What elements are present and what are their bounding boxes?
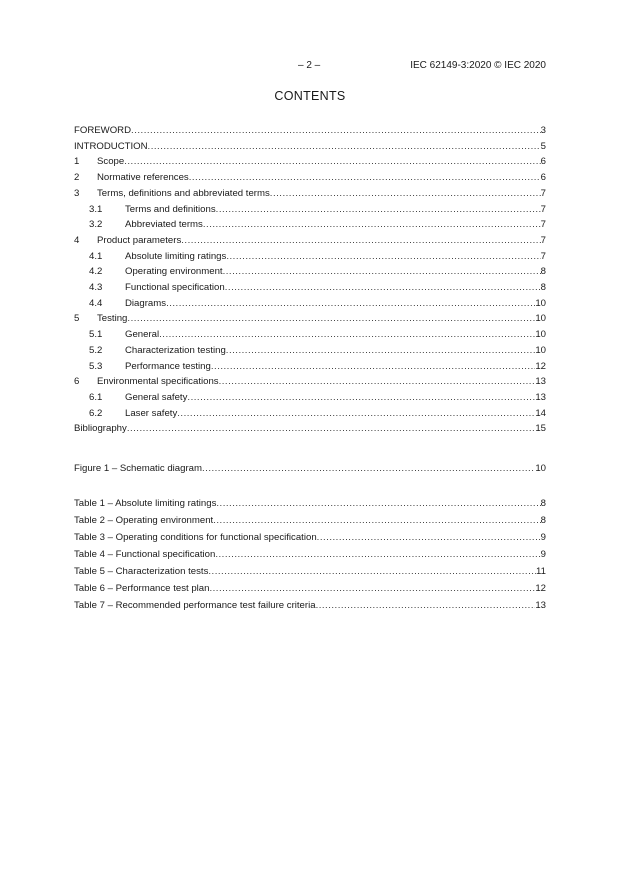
toc-entry-page: 10 — [535, 344, 546, 356]
toc-entry-page: 13 — [535, 391, 546, 403]
toc-entry-title: Performance testing — [125, 360, 211, 372]
toc-entry-title: INTRODUCTION — [74, 140, 148, 152]
toc-entry-page: 10 — [535, 329, 546, 341]
table-list-entry[interactable] — [74, 497, 546, 511]
toc-entry-page: 14 — [535, 407, 546, 419]
toc-entry-title: Testing — [97, 313, 128, 325]
toc-entry[interactable] — [74, 360, 546, 374]
toc-leader-dots — [215, 548, 540, 562]
toc-entry-page: 12 — [535, 583, 546, 594]
toc-entry-page: 7 — [540, 250, 546, 262]
toc-entry-title: Functional specification — [125, 282, 225, 293]
toc-entry-title: Product parameters — [97, 234, 182, 246]
toc-leader-dots — [223, 265, 541, 279]
toc-leader-dots — [124, 155, 540, 169]
toc-entry-page: 8 — [540, 266, 546, 278]
toc-leader-dots — [211, 360, 535, 374]
toc-entry-title: Bibliography — [74, 423, 127, 435]
toc-entry-page: 5 — [540, 140, 546, 152]
toc-entry-page: 10 — [535, 313, 546, 325]
toc-entry-number: 5.1 — [89, 329, 103, 341]
page-number: – 2 – — [298, 60, 321, 71]
toc-entry-number: 2 — [74, 172, 80, 184]
toc-entry-title: Table 7 – Recommended performance test failure criteria — [74, 600, 316, 611]
table-list-entry[interactable] — [74, 565, 546, 579]
toc-entry[interactable] — [74, 218, 546, 232]
toc-entry-page: 13 — [535, 600, 546, 611]
toc-entry[interactable] — [74, 140, 546, 154]
toc-entry-number: 3.1 — [89, 203, 103, 215]
toc-entry-title: Characterization testing — [125, 344, 226, 356]
toc-leader-dots — [187, 391, 535, 405]
figure-list-entry[interactable] — [74, 462, 546, 476]
toc-entry[interactable] — [74, 312, 546, 326]
toc-entry[interactable] — [74, 265, 546, 279]
toc-leader-dots — [213, 514, 540, 528]
toc-leader-dots — [159, 328, 535, 342]
toc-entry-title: Terms and definitions — [125, 203, 216, 215]
toc-entry-title: General safety — [125, 391, 188, 403]
toc-entry[interactable] — [74, 124, 546, 138]
page-header — [74, 60, 546, 74]
toc-entry-title: Abbreviated terms — [125, 219, 203, 231]
toc-entry-page: 12 — [535, 360, 546, 372]
toc-entry-number: 4.1 — [89, 250, 103, 262]
toc-entry[interactable] — [74, 234, 546, 248]
toc-entry-page: 8 — [540, 498, 546, 509]
toc-entry-number: 5 — [74, 313, 80, 325]
toc-leader-dots — [202, 462, 535, 476]
toc-entry[interactable] — [74, 187, 546, 201]
toc-leader-dots — [317, 531, 541, 545]
toc-entry-number: 4.4 — [89, 297, 103, 309]
toc-entry-title: Table 3 – Operating conditions for functional specification — [74, 532, 317, 543]
toc-leader-dots — [226, 250, 540, 264]
toc-leader-dots — [226, 344, 536, 358]
toc-entry-number: 6.1 — [89, 391, 103, 403]
toc-entry-title: Absolute limiting ratings — [125, 250, 227, 262]
toc-entry-title: Table 1 – Absolute limiting ratings — [74, 498, 217, 509]
toc-leader-dots — [209, 582, 535, 596]
toc-entry[interactable] — [74, 344, 546, 358]
document-id: IEC 62149-3:2020 © IEC 2020 — [410, 60, 546, 71]
toc-entry-page: 7 — [540, 219, 546, 231]
toc-entry-page: 9 — [540, 549, 546, 560]
table-list-entry[interactable] — [74, 582, 546, 596]
toc-entry-page: 6 — [540, 172, 546, 184]
toc-leader-dots — [189, 171, 541, 185]
toc-entry-page: 10 — [535, 463, 546, 474]
toc-leader-dots — [181, 234, 540, 248]
toc-entry[interactable] — [74, 250, 546, 264]
toc-entry-title: Table 4 – Functional specification — [74, 549, 216, 560]
toc-entry-title: Terms, definitions and abbreviated terms — [97, 187, 270, 199]
contents-title: CONTENTS — [274, 89, 346, 103]
toc-entry-page: 11 — [536, 566, 546, 577]
toc-entry-title: Diagrams — [125, 297, 167, 309]
toc-entry-number: 3 — [74, 187, 80, 199]
toc-entry-page: 7 — [540, 234, 546, 246]
toc-leader-dots — [208, 565, 536, 579]
toc-entry-number: 4 — [74, 234, 80, 246]
toc-entry[interactable] — [74, 375, 546, 389]
toc-entry-title: Environmental specifications — [97, 376, 219, 388]
table-list-entry[interactable] — [74, 531, 546, 545]
toc-entry-page: 8 — [540, 515, 546, 526]
toc-leader-dots — [316, 599, 536, 613]
toc-entry-page: 6 — [540, 156, 546, 168]
toc-entry-number: 6 — [74, 376, 80, 388]
toc-entry[interactable] — [74, 407, 546, 421]
table-list-entry[interactable] — [74, 548, 546, 562]
toc-entry-number: 4.3 — [89, 282, 103, 293]
toc-leader-dots — [270, 187, 541, 201]
toc-leader-dots — [203, 218, 541, 232]
toc-entry[interactable] — [74, 391, 546, 405]
toc-entry-title: Figure 1 – Schematic diagram — [74, 463, 202, 474]
toc-entry-page: 15 — [535, 423, 546, 435]
toc-entry-page: 3 — [540, 125, 546, 136]
toc-entry-page: 9 — [540, 532, 546, 543]
toc-entry-title: Operating environment — [125, 266, 223, 278]
toc-entry-title: Normative references — [97, 172, 189, 184]
toc-entry[interactable] — [74, 297, 546, 311]
toc-leader-dots — [225, 281, 541, 295]
toc-leader-dots — [166, 297, 535, 311]
toc-entry-page: 7 — [540, 187, 546, 199]
toc-entry[interactable] — [74, 155, 546, 169]
toc-leader-dots — [177, 407, 535, 421]
toc-leader-dots — [127, 312, 535, 326]
toc-entry-number: 1 — [74, 156, 80, 168]
toc-entry-number: 5.3 — [89, 360, 103, 372]
toc-entry-title: Table 5 – Characterization tests — [74, 566, 209, 577]
toc-entry-page: 13 — [535, 376, 546, 388]
toc-entry-title: Table 2 – Operating environment — [74, 515, 214, 526]
toc-entry-page: 10 — [535, 297, 546, 309]
toc-entry-title: Laser safety — [125, 407, 178, 419]
toc-entry-title: Table 6 – Performance test plan — [74, 583, 210, 594]
toc-entry-page: 7 — [540, 203, 546, 215]
toc-entry-number: 6.2 — [89, 407, 103, 419]
table-list-entry[interactable] — [74, 599, 546, 613]
toc-leader-dots — [219, 375, 536, 389]
toc-entry[interactable] — [74, 203, 546, 217]
toc-entry-number: 3.2 — [89, 219, 103, 231]
toc-entry[interactable] — [74, 281, 546, 295]
table-list-entry[interactable] — [74, 514, 546, 528]
toc-leader-dots — [148, 140, 541, 154]
toc-entry-number: 5.2 — [89, 344, 103, 356]
toc-leader-dots — [131, 124, 541, 138]
toc-entry[interactable] — [74, 422, 546, 436]
toc-entry[interactable] — [74, 171, 546, 185]
toc-entry-number: 4.2 — [89, 266, 103, 278]
toc-entry-page: 8 — [540, 282, 546, 293]
toc-entry[interactable] — [74, 328, 546, 342]
toc-entry-title: Scope — [97, 156, 125, 168]
toc-leader-dots — [216, 203, 541, 217]
toc-entry-title: FOREWORD — [74, 125, 132, 136]
toc-entry-title: General — [125, 329, 160, 341]
toc-leader-dots — [127, 422, 536, 436]
toc-leader-dots — [216, 497, 540, 511]
